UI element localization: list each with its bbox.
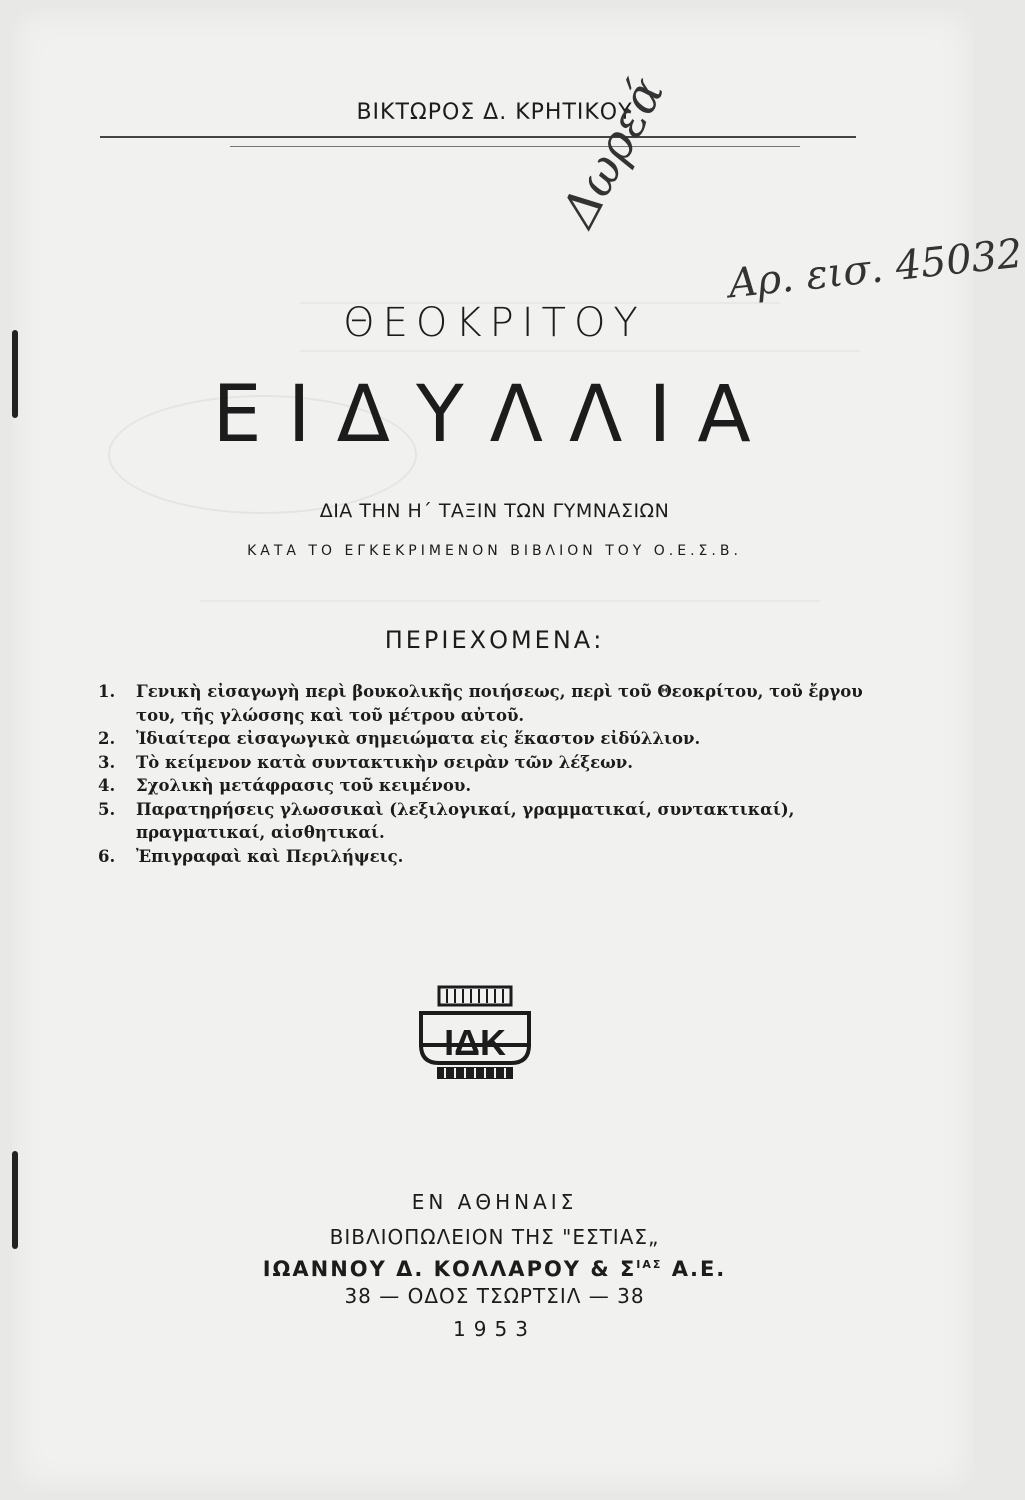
list-item bbox=[98, 680, 898, 727]
publisher-logo bbox=[415, 983, 535, 1083]
author-rule bbox=[100, 136, 856, 138]
imprint-year: 1953 bbox=[453, 1317, 536, 1341]
publisher-sup: ΙΑΣ bbox=[636, 1258, 663, 1271]
list-item bbox=[98, 845, 898, 869]
handwritten-inventory-number: Αρ. εισ. 45032 bbox=[726, 230, 1025, 308]
publisher-suffix: Α.Ε. bbox=[662, 1257, 727, 1281]
list-item bbox=[98, 774, 898, 798]
list-item bbox=[98, 751, 898, 775]
approved-line: ΚΑΤΑ ΤΟ ΕΓΚΕΚΡΙΜΕΝΟΝ ΒΙΒΛΙΟΝ ΤΟΥ Ο.Ε.Σ.Β. bbox=[247, 543, 742, 559]
list-item-number: 6. bbox=[98, 846, 116, 866]
author-rule-thin bbox=[230, 146, 800, 147]
list-item-number: 2. bbox=[98, 729, 116, 748]
publisher-name: ΙΩΑΝΝΟΥ Δ. ΚΟΛΛΑΡΟΥ & Σ bbox=[262, 1257, 637, 1281]
list-item-text: Γενικὴ εἰσαγωγὴ περὶ βουκολικῆς ποιήσεως, περὶ τοῦ Θεοκρίτου, τοῦ ἔργου του, τῆς γλώσσης καὶ τοῦ μέτρου αὐτοῦ. bbox=[136, 682, 863, 725]
contents-heading: ΠΕΡΙΕΧΟΜΕΝΑ: bbox=[384, 626, 605, 654]
list-item-text: Παρατηρήσεις γλωσσικαὶ (λεξιλογικαί, γραμματικαί, συντακτικαί), πραγματικαί, αἰσθητικαί. bbox=[136, 799, 795, 842]
logo-text: ΙΔΚ bbox=[444, 1022, 506, 1063]
list-item-number: 4. bbox=[98, 776, 116, 795]
list-item-text: Ἐπιγραφαὶ καὶ Περιλήψεις. bbox=[136, 846, 404, 866]
bleed-line bbox=[300, 350, 860, 352]
list-item-text: Τὸ κείμενον κατὰ συντακτικὴν σειρὰν τῶν λέξεων. bbox=[136, 752, 633, 772]
list-item-number: 3. bbox=[98, 752, 116, 772]
class-line: ΔΙΑ ΤΗΝ Η΄ ΤΑΞΙΝ ΤΩΝ ΓΥΜΝΑΣΙΩΝ bbox=[319, 500, 670, 522]
list-item-number: 1. bbox=[98, 682, 116, 701]
subtitle: ΘΕΟΚΡΙΤΟΥ bbox=[343, 300, 646, 346]
imprint-place: ΕΝ ΑΘΗΝΑΙΣ bbox=[411, 1190, 578, 1214]
imprint-address: 38 — ΟΔΟΣ ΤΣΩΡΤΣΙΛ — 38 bbox=[344, 1284, 645, 1308]
list-item-text: Ἰδιαίτερα εἰσαγωγικὰ σημειώματα εἰς ἕκαστον εἰδύλλιον. bbox=[136, 729, 701, 748]
list-item bbox=[98, 727, 898, 751]
bleed-line bbox=[200, 600, 820, 602]
page-title: ΕΙΔΥΛΛΙΑ bbox=[212, 370, 777, 460]
imprint-bookshop: ΒΙΒΛΙΟΠΩΛΕΙΟΝ ΤΗΣ "ΕΣΤΙΑΣ„ bbox=[329, 1225, 660, 1249]
table-of-contents bbox=[98, 680, 898, 868]
author-name: ΒΙΚΤΩΡΟΣ Δ. ΚΡΗΤΙΚΟΥ bbox=[356, 100, 633, 125]
list-item bbox=[98, 798, 898, 845]
imprint-publisher bbox=[0, 1257, 989, 1281]
handwritten-signature: Δωρεά bbox=[550, 68, 676, 236]
list-item-number: 5. bbox=[98, 799, 116, 819]
list-item-text: Σχολικὴ μετάφρασις τοῦ κειμένου. bbox=[136, 776, 472, 795]
